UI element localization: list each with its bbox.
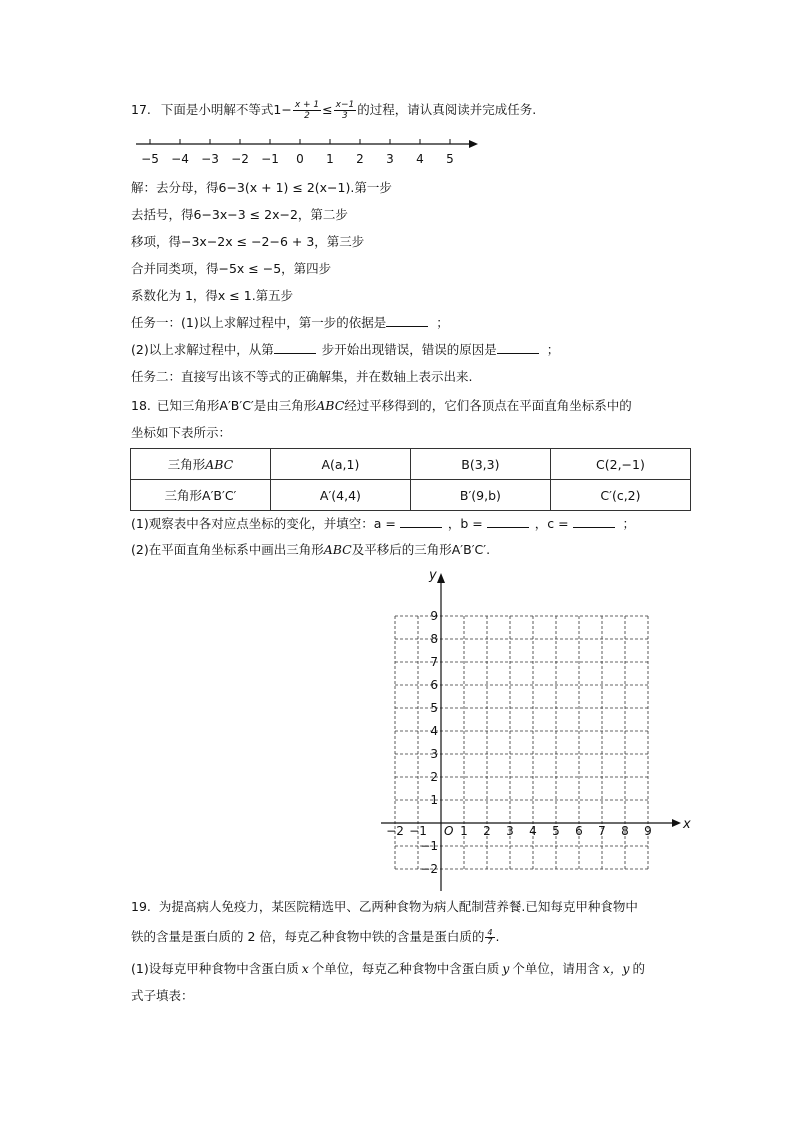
number-line-label: 1 (326, 152, 334, 166)
q18-title (131, 397, 632, 415)
q19-part1-c: 个单位，请用含 (512, 961, 600, 976)
x-tick-label: 1 (460, 824, 468, 838)
x-axis-arrow (672, 819, 681, 827)
q19-frac-num: 4 (487, 928, 493, 937)
number-line-label: 0 (296, 152, 304, 166)
q17-step-4: 合并同类项，得−5x ≤ −5，第四步 (131, 261, 332, 276)
q17-title (131, 100, 536, 121)
q19-var-x: x (301, 961, 309, 976)
q18-part2-b: 及平移后的三角形A′B′C′. (351, 542, 491, 557)
x-axis-label: x (683, 817, 691, 832)
q17-step-1: 解：去分母，得6−3(x + 1) ≤ 2(x−1).第一步 (131, 180, 392, 195)
table-cell: B(3,3) (410, 449, 550, 480)
q18-coordinate-grid (375, 565, 705, 895)
answer-blank[interactable] (274, 341, 316, 354)
number-line-label: −4 (171, 152, 189, 166)
q18-part1-b: ，b = (447, 516, 483, 531)
table-cell: A′(4,4) (270, 480, 410, 511)
y-tick-label: 8 (430, 632, 438, 646)
x-tick-label: 5 (552, 824, 560, 838)
q18-number: 18. (131, 398, 151, 413)
answer-blank[interactable] (386, 314, 428, 327)
y-tick-label: 1 (430, 793, 438, 807)
q17-intro-before: 下面是小明解不等式1− (160, 102, 292, 117)
q17-frac2-num: x−1 (335, 100, 355, 110)
x-tick-label: −2 (386, 824, 404, 838)
y-tick-label: −2 (420, 862, 438, 876)
q17-frac1-den: 2 (304, 111, 310, 121)
q18-line2: 坐标如下表所示： (131, 425, 232, 440)
y-tick-label: 6 (430, 678, 438, 692)
q17-task1-b-text-1: (2)以上求解过程中，从第 (131, 342, 274, 357)
number-line-arrow (469, 140, 478, 148)
q19-part1-d: 的 (632, 961, 646, 976)
q19-var-y: y (502, 961, 510, 976)
y-tick-label: 2 (430, 770, 438, 784)
q18-part2-abc: ABC (323, 542, 352, 557)
q19-line2-a: 铁的含量是蛋白质的 2 倍，每克乙种食物中铁的含量是蛋白质的 (131, 929, 485, 944)
y-tick-label: 3 (430, 747, 438, 761)
q19-frac-den: 7 (487, 937, 493, 946)
q17-leq: ≤ (322, 102, 333, 117)
q19-line1-text: 为提高病人免疫力，某医院精选甲、乙两种食物为病人配制营养餐.已知每克甲种食物中 (158, 899, 638, 914)
q19-var-xy: x，y (602, 961, 630, 976)
q18-part1-a: (1)观察表中各对应点坐标的变化，并填空：a = (131, 516, 396, 531)
table-cell: C(2,−1) (550, 449, 690, 480)
number-line-label: −2 (231, 152, 249, 166)
q19-line4: 式子填表： (131, 988, 194, 1003)
q18-line1-b: 经过平移得到的，它们各顶点在平面直角坐标系中的 (344, 398, 632, 413)
q18-abc: ABC (316, 398, 345, 413)
table-cell: A(a,1) (270, 449, 410, 480)
q17-frac2-den: 3 (342, 111, 348, 121)
x-tick-label: 7 (598, 824, 606, 838)
q19-part1-a: (1)设每克甲种食物中含蛋白质 (131, 961, 299, 976)
q17-frac1-num: x + 1 (294, 100, 320, 110)
x-tick-label: 3 (506, 824, 514, 838)
row1-label-text: 三角形 (167, 457, 206, 472)
q17-number-line (128, 135, 488, 175)
answer-blank[interactable] (487, 515, 529, 528)
table-row (131, 480, 691, 511)
number-line-label: −5 (141, 152, 159, 166)
y-tick-label: −1 (420, 839, 438, 853)
table-cell: C′(c,2) (550, 480, 690, 511)
q17-task1-a-end: ； (436, 315, 449, 330)
q18-part1 (131, 515, 635, 533)
answer-blank[interactable] (400, 515, 442, 528)
y-tick-label: 5 (430, 701, 438, 715)
q17-task1-part2 (131, 341, 559, 359)
table-cell-label: 三角形A′B′C′ (131, 480, 271, 511)
q18-part1-c: ，c = (534, 516, 569, 531)
q17-step-5: 系数化为 1，得x ≤ 1.第五步 (131, 288, 294, 303)
y-axis-arrow (437, 573, 445, 583)
x-tick-label: −1 (409, 824, 427, 838)
x-tick-label: 8 (621, 824, 629, 838)
table-cell: B′(9,b) (410, 480, 550, 511)
q19-part1-b: 个单位，每克乙种食物中含蛋白质 (311, 961, 500, 976)
q17-number: 17. (131, 102, 151, 117)
number-line-label: 5 (446, 152, 454, 166)
q17-task1-b-text-2: 步开始出现错误，错误的原因是 (321, 342, 497, 357)
q17-fraction-2 (334, 100, 357, 121)
x-tick-label: 2 (483, 824, 491, 838)
number-line-label: 3 (386, 152, 394, 166)
table-cell-label (131, 449, 271, 480)
y-tick-label: 4 (430, 724, 438, 738)
q17-step-2: 去括号，得6−3x−3 ≤ 2x−2，第二步 (131, 207, 348, 222)
x-tick-label: 6 (575, 824, 583, 838)
q17-task1-a-text: 任务一：(1)以上求解过程中，第一步的依据是 (131, 315, 387, 330)
q18-part2-a: (2)在平面直角坐标系中画出三角形 (131, 542, 324, 557)
q19-line2 (131, 928, 499, 946)
answer-blank[interactable] (497, 341, 539, 354)
number-line-label: 4 (416, 152, 424, 166)
q18-part2 (131, 541, 490, 559)
q18-line1-a: 已知三角形A′B′C′是由三角形 (156, 398, 317, 413)
row1-label-abc: ABC (205, 457, 234, 472)
q19-line1 (131, 898, 638, 916)
y-axis-label: y (429, 568, 437, 583)
origin-label: O (444, 824, 454, 838)
q17-intro-after: 的过程，请认真阅读并完成任务. (357, 102, 537, 117)
x-tick-label: 9 (644, 824, 652, 838)
q17-fraction-1 (293, 100, 321, 121)
answer-blank[interactable] (573, 515, 615, 528)
number-line-label: 2 (356, 152, 364, 166)
q17-task2: 任务二：直接写出该不等式的正确解集，并在数轴上表示出来. (131, 369, 473, 384)
q19-fraction (485, 929, 494, 946)
y-tick-label: 9 (430, 609, 438, 623)
number-line-label: −3 (201, 152, 219, 166)
q17-task1-b-end: ； (546, 342, 560, 357)
q18-part1-end: ； (622, 516, 636, 531)
q19-line2-end: . (495, 929, 500, 944)
q19-number: 19. (131, 899, 151, 914)
q17-step-3: 移项，得−3x−2x ≤ −2−6 + 3，第三步 (131, 234, 365, 249)
table-row (131, 449, 691, 480)
y-tick-label: 7 (430, 655, 438, 669)
q17-task1-part1 (131, 314, 449, 332)
number-line-label: −1 (261, 152, 279, 166)
q18-coordinate-table (130, 448, 691, 511)
x-tick-label: 4 (529, 824, 537, 838)
q19-part1 (131, 960, 645, 978)
